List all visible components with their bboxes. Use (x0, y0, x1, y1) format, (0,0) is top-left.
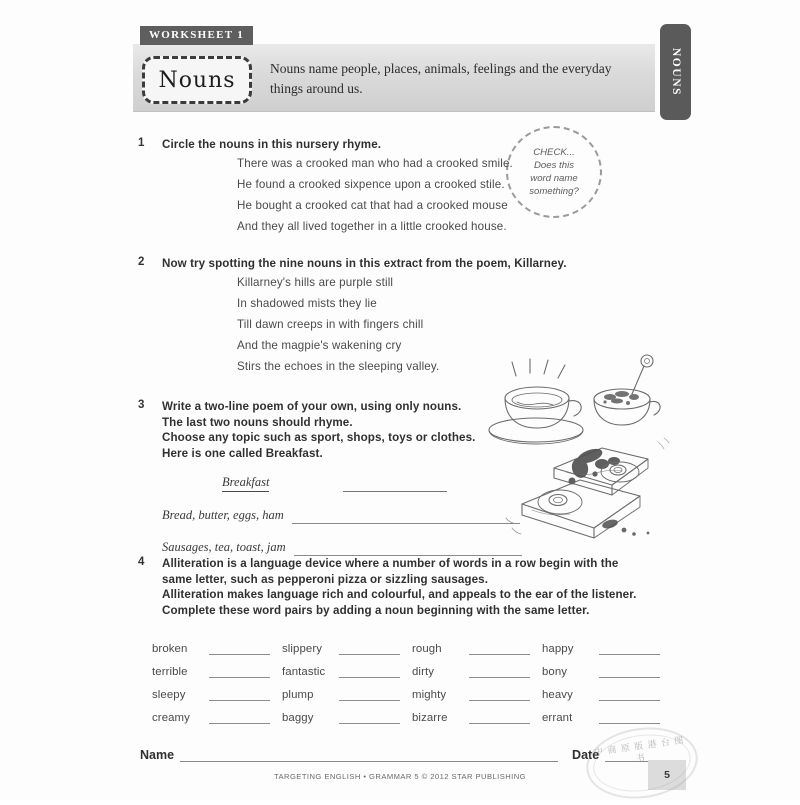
word-pair-adjective: dirty (412, 666, 435, 678)
word-pair-blank[interactable] (209, 643, 270, 655)
word-pair-adjective: errant (542, 712, 573, 724)
check-bubble-line-4: something? (529, 186, 579, 197)
word-pair-row (152, 701, 672, 724)
question-2-line: Killarney's hills are purple still (237, 275, 394, 289)
word-pair-adjective: slippery (282, 643, 323, 655)
word-pair-adjective: bony (542, 666, 568, 678)
word-pair-blank[interactable] (209, 689, 270, 701)
question-2-instruction: Now try spotting the nine nouns in this extract from the poem, Killarney. (162, 257, 567, 270)
question-4-instruction-line: Alliteration is a language device where a number of words in a row begin with the (162, 557, 619, 570)
example-poem-line: Sausages, tea, toast, jam (162, 540, 286, 554)
check-bubble-line-3: word name (530, 173, 578, 184)
question-3-instruction-line: Choose any topic such as sport, shops, toys or clothes. (162, 431, 476, 444)
name-input-blank[interactable] (180, 748, 558, 762)
word-pair (412, 689, 542, 701)
question-1-number: 1 (138, 137, 145, 149)
word-pair-blank[interactable] (599, 689, 660, 701)
page-number: 5 (648, 760, 686, 790)
word-pair (152, 712, 282, 724)
word-pair-blank[interactable] (469, 689, 530, 701)
topic-badge (142, 56, 252, 104)
question-3-number: 3 (138, 399, 145, 411)
word-pair-blank[interactable] (599, 712, 660, 724)
question-1 (133, 137, 678, 237)
word-pair-blank[interactable] (469, 643, 530, 655)
word-pair-adjective: mighty (412, 689, 447, 701)
word-pair-blank[interactable] (209, 666, 270, 678)
question-1-instruction: Circle the nouns in this nursery rhyme. (162, 138, 382, 151)
date-label: Date (572, 748, 600, 762)
word-pair-adjective: bizarre (412, 712, 448, 724)
word-pair-adjective: heavy (542, 689, 573, 701)
footer-name-date-row (140, 748, 670, 762)
breakfast-illustration (462, 352, 677, 547)
example-poem-line: Bread, butter, eggs, ham (162, 508, 284, 522)
question-4-number: 4 (138, 556, 145, 568)
word-pair (542, 689, 672, 701)
word-pair-blank[interactable] (339, 689, 400, 701)
word-pair (412, 666, 542, 678)
question-3-instruction-line: The last two nouns should rhyme. (162, 415, 353, 429)
question-2-number: 2 (138, 256, 145, 268)
word-pair (282, 666, 412, 678)
word-pair-blank[interactable] (339, 643, 400, 655)
check-bubble-line-1: CHECK... (533, 147, 575, 158)
word-pair-blank[interactable] (469, 712, 530, 724)
word-pair-blank[interactable] (339, 666, 400, 678)
question-2-line: Stirs the echoes in the sleeping valley. (237, 359, 440, 373)
question-3-instruction-line: Write a two-line poem of your own, using only nouns. (162, 400, 462, 413)
question-1-line: There was a crooked man who had a crooked smile. (237, 156, 513, 170)
word-pair (282, 712, 412, 724)
word-pair-blank[interactable] (209, 712, 270, 724)
question-1-line: He found a crooked sixpence upon a crooked stile. (237, 177, 505, 191)
question-4 (133, 556, 678, 618)
check-bubble-line-2: Does this (534, 160, 574, 171)
word-pair (412, 712, 542, 724)
library-stamp-text: 中 商 原 版 港 台 图 书 (593, 734, 685, 764)
word-pair (542, 666, 672, 678)
word-pair (412, 643, 542, 655)
word-pair-blank[interactable] (469, 666, 530, 678)
question-4-instruction-line: Alliteration makes language rich and colourful, and appeals to the ear of the listener. (162, 588, 637, 601)
question-1-line: He bought a crooked cat that had a crooked mouse (237, 198, 508, 212)
word-pair-adjective: terrible (152, 666, 188, 678)
section-side-tab-label: NOUNS (669, 47, 682, 97)
word-pair (542, 643, 672, 655)
word-pair-blank[interactable] (339, 712, 400, 724)
example-poem-title: Breakfast (222, 475, 269, 492)
word-pair-adjective: rough (412, 643, 442, 655)
word-pair-adjective: creamy (152, 712, 190, 724)
question-2-line: Till dawn creeps in with fingers chill (237, 317, 424, 331)
word-pair (282, 643, 412, 655)
question-2-line: In shadowed mists they lie (237, 296, 377, 310)
question-3-instruction-line: Here is one called Breakfast. (162, 446, 323, 460)
word-pair-adjective: fantastic (282, 666, 326, 678)
word-pair-blank[interactable] (599, 666, 660, 678)
topic-description: Nouns name people, places, animals, feelings and the everyday things around us. (270, 61, 612, 96)
word-pairs-grid (152, 632, 672, 724)
word-pair-row (152, 655, 672, 678)
worksheet-label: WORKSHEET 1 (140, 26, 253, 45)
question-1-line: And they all lived together in a little crooked house. (237, 219, 507, 233)
word-pair (152, 643, 282, 655)
question-4-instruction-line: same letter, such as pepperoni pizza or sizzling sausages. (162, 572, 489, 586)
publisher-credit: TARGETING ENGLISH • GRAMMAR 5 © 2012 STAR PUBLISHING (273, 772, 527, 781)
poem-title-answer-blank[interactable] (343, 479, 447, 492)
word-pair (282, 689, 412, 701)
word-pair-adjective: plump (282, 689, 314, 701)
question-4-instruction-line: Complete these word pairs by adding a noun beginning with the same letter. (162, 603, 590, 617)
topic-badge-label: Nouns (158, 67, 236, 93)
word-pair-adjective: happy (542, 643, 574, 655)
name-label: Name (140, 748, 175, 762)
word-pair-adjective: broken (152, 643, 188, 655)
word-pair (152, 666, 282, 678)
word-pair-row (152, 632, 672, 655)
question-2-line: And the magpie's wakening cry (237, 338, 402, 352)
word-pair (152, 689, 282, 701)
section-side-tab (660, 24, 691, 120)
word-pair-blank[interactable] (599, 643, 660, 655)
word-pair-adjective: baggy (282, 712, 314, 724)
word-pair-adjective: sleepy (152, 689, 186, 701)
word-pair (542, 712, 672, 724)
word-pair-row (152, 678, 672, 701)
